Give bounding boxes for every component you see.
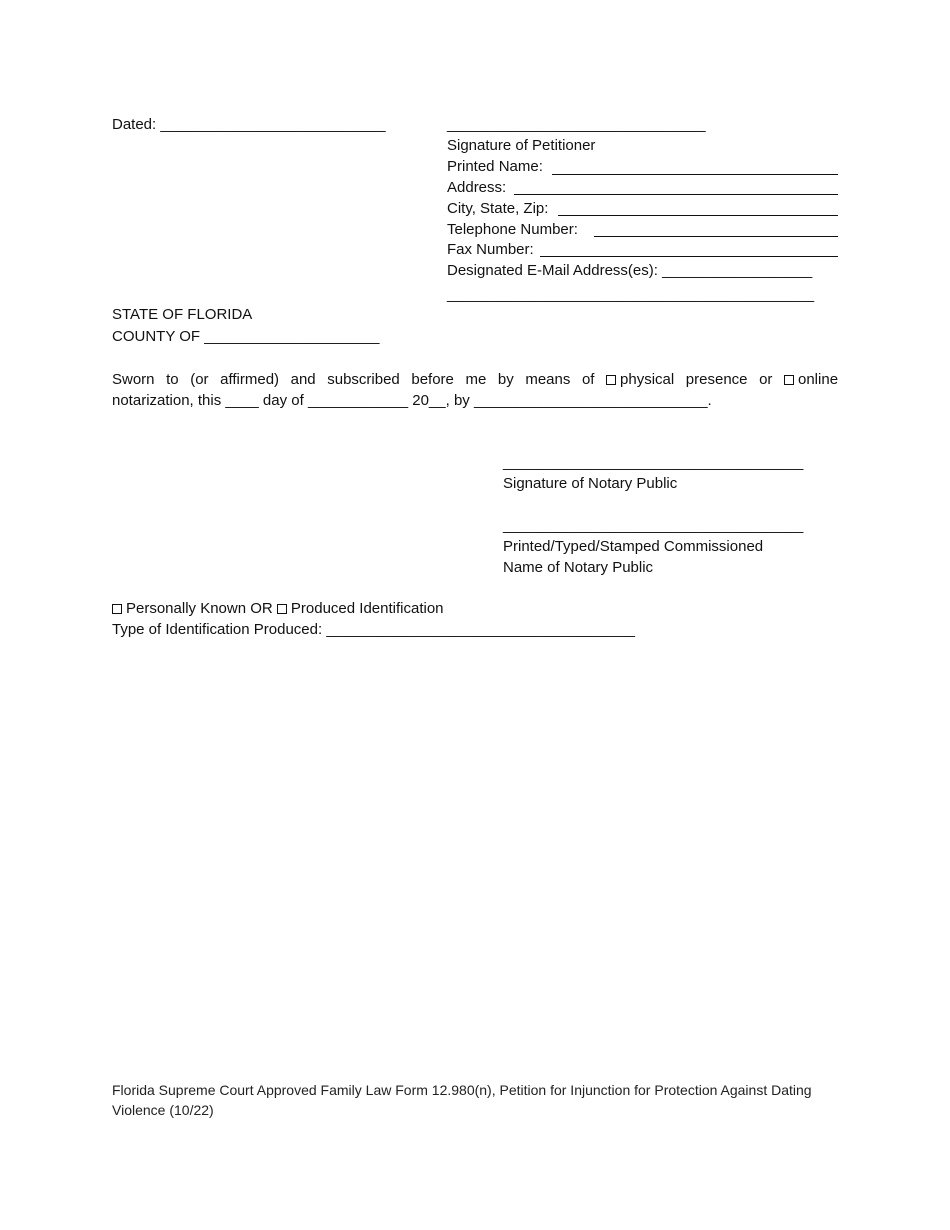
email-label: Designated E-Mail Address(es):: [447, 262, 658, 279]
printed-name-label: Printed Name:: [447, 158, 543, 175]
online-checkbox[interactable]: [784, 375, 794, 385]
sworn-word: means: [525, 371, 571, 388]
notary-name-label-1: Printed/Typed/Stamped Commissioned: [503, 538, 764, 555]
fax-label: Fax Number:: [447, 241, 534, 258]
sworn-word: subscribed: [327, 371, 400, 388]
city-state-zip-label: City, State, Zip:: [447, 200, 549, 217]
email-row: [447, 260, 812, 281]
physical-presence-checkbox[interactable]: [606, 375, 616, 385]
address-label: Address:: [447, 179, 507, 196]
dated-label: Dated:: [112, 116, 157, 133]
dated-field[interactable]: ___________________________: [160, 116, 386, 133]
sworn-line-2[interactable]: notarization, this ____ day of ____________ 20__, by ____________________________.: [112, 392, 712, 409]
sworn-word: Sworn: [112, 371, 155, 388]
sworn-word: of: [581, 371, 595, 388]
physical-presence-label: physical presence: [620, 371, 748, 388]
identification-options: [112, 598, 444, 619]
form-footer: Florida Supreme Court Approved Family Law Form 12.980(n), Petition for Injunction for Protection Against Dating Violence (10/22): [112, 1082, 812, 1118]
sworn-word: to: [166, 371, 179, 388]
telephone-label: Telephone Number:: [447, 221, 578, 238]
email-second-field[interactable]: ____________________________________________: [447, 286, 815, 303]
notary-signature-label: Signature of Notary Public: [503, 475, 678, 492]
notary-signature-line[interactable]: ____________________________________: [503, 454, 804, 471]
dated-row: [112, 114, 386, 135]
sworn-word: me: [465, 371, 487, 388]
email-field[interactable]: __________________: [662, 262, 813, 279]
fax-field[interactable]: [540, 256, 838, 257]
printed-name-field[interactable]: [552, 174, 838, 175]
sworn-word: affirmed): [220, 371, 280, 388]
online-option: [784, 371, 838, 388]
sworn-word: (or: [190, 371, 209, 388]
county-row: [112, 326, 379, 347]
state-line: STATE OF FLORIDA: [112, 306, 253, 323]
produced-identification-label: Produced Identification: [290, 600, 444, 617]
petitioner-signature-label: Signature of Petitioner: [447, 137, 596, 154]
notary-name-line[interactable]: ____________________________________: [503, 517, 804, 534]
identification-type-label: Type of Identification Produced:: [112, 621, 323, 638]
produced-identification-checkbox[interactable]: [277, 604, 287, 614]
identification-type-field[interactable]: _____________________________________: [326, 621, 635, 638]
address-field[interactable]: [514, 194, 838, 195]
sworn-word: before: [411, 371, 454, 388]
petitioner-signature-line[interactable]: _______________________________: [447, 116, 706, 133]
sworn-line-1: [112, 369, 838, 390]
sworn-word: and: [290, 371, 316, 388]
county-label: COUNTY OF: [112, 328, 201, 345]
county-field[interactable]: _____________________: [204, 328, 380, 345]
identification-type-row: [112, 619, 635, 640]
city-state-zip-field[interactable]: [558, 215, 838, 216]
personally-known-label: Personally Known OR: [126, 600, 273, 617]
physical-presence-option: [606, 371, 747, 388]
online-label: online: [798, 371, 839, 388]
sworn-or: or: [759, 371, 773, 388]
personally-known-checkbox[interactable]: [112, 604, 122, 614]
telephone-field[interactable]: [594, 236, 838, 237]
sworn-word: by: [497, 371, 514, 388]
notary-name-label-2: Name of Notary Public: [503, 559, 654, 576]
